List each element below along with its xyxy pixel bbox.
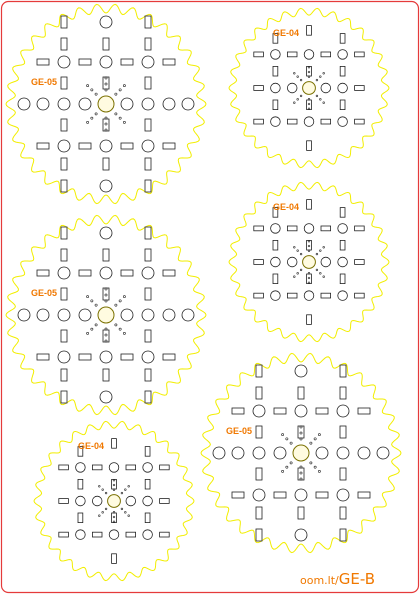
hole [295, 529, 307, 541]
slot-vertical [78, 479, 83, 489]
gear-label: GE-04 [273, 28, 300, 38]
slot-vertical [307, 141, 312, 151]
slot-horizontal [160, 532, 170, 537]
slot-vertical [256, 529, 262, 541]
hub-circle [293, 445, 309, 461]
slot-vertical [145, 369, 151, 381]
hub-circle [98, 307, 114, 323]
slot-vertical [61, 227, 67, 239]
hole [100, 140, 112, 152]
slot-vertical [340, 274, 345, 284]
slot-vertical [145, 227, 151, 239]
slot-vertical [145, 77, 151, 89]
hole [58, 140, 70, 152]
slot-vertical [273, 240, 278, 250]
hole [163, 98, 175, 110]
hole [76, 530, 86, 540]
hole [100, 227, 112, 239]
slot-horizontal [355, 52, 365, 57]
slot-vertical [340, 387, 346, 399]
hub-circle [303, 82, 316, 95]
slot-vertical [61, 158, 67, 170]
hole [142, 56, 154, 68]
slot-horizontal [274, 492, 286, 498]
slot-horizontal [358, 492, 370, 498]
slot-vertical [256, 507, 262, 519]
hole [271, 83, 281, 93]
slot-vertical [340, 66, 345, 76]
slot-vertical [145, 249, 151, 261]
hole [304, 291, 314, 301]
slot-vertical [298, 507, 304, 519]
slot-vertical [340, 240, 345, 250]
hole [182, 98, 194, 110]
gear-label: GE-04 [273, 202, 300, 212]
hole [76, 463, 86, 473]
slot-vertical [307, 315, 312, 325]
slot-vertical [340, 100, 345, 110]
slot-horizontal [287, 293, 297, 298]
hole [58, 309, 70, 321]
slot-horizontal [287, 52, 297, 57]
slot-vertical [145, 180, 151, 192]
slot-vertical [340, 365, 346, 377]
slot-horizontal [358, 408, 370, 414]
slot-vertical [256, 468, 262, 480]
gear-label: GE-04 [78, 441, 105, 451]
slot-vertical [273, 274, 278, 284]
slot-vertical [112, 554, 117, 564]
hole [58, 267, 70, 279]
slot-horizontal [121, 270, 133, 276]
slot-vertical [61, 391, 67, 403]
hole [338, 257, 348, 267]
slot-vertical [61, 369, 67, 381]
slot-vertical [61, 180, 67, 192]
footer-url-prefix: oom.lt/ [300, 574, 339, 587]
hole [143, 496, 153, 506]
slot-vertical [145, 513, 150, 523]
slot-vertical [340, 529, 346, 541]
slot-horizontal [321, 293, 331, 298]
slot-horizontal [160, 465, 170, 470]
slot-horizontal [232, 492, 244, 498]
hole [100, 391, 112, 403]
slot-vertical [145, 119, 151, 131]
hole [338, 224, 348, 234]
hole [109, 463, 119, 473]
gear-label: GE-05 [31, 288, 58, 298]
hole [76, 496, 86, 506]
hole [109, 530, 119, 540]
hole [100, 16, 112, 28]
slot-horizontal [254, 119, 264, 124]
hole [337, 489, 349, 501]
gear-label: GE-05 [226, 426, 253, 436]
slot-horizontal [121, 354, 133, 360]
hole [100, 180, 112, 192]
slot-vertical [103, 38, 109, 50]
slot-horizontal [59, 499, 69, 504]
slot-horizontal [37, 143, 49, 149]
hole [37, 98, 49, 110]
slot-vertical [61, 16, 67, 28]
slot-vertical [340, 208, 345, 218]
slot-vertical [61, 288, 67, 300]
hole [295, 365, 307, 377]
slot-horizontal [321, 119, 331, 124]
slot-vertical [256, 365, 262, 377]
slot-horizontal [126, 465, 136, 470]
hole [142, 351, 154, 363]
hole [18, 309, 30, 321]
slot-vertical [112, 439, 117, 449]
hole [58, 56, 70, 68]
slot-vertical [273, 66, 278, 76]
slot-vertical [61, 38, 67, 50]
hole [121, 98, 133, 110]
slot-vertical [78, 513, 83, 523]
hole [295, 489, 307, 501]
slot-vertical [145, 479, 150, 489]
slot-horizontal [321, 52, 331, 57]
hole [337, 447, 349, 459]
hole [143, 463, 153, 473]
slot-horizontal [355, 293, 365, 298]
slot-horizontal [254, 293, 264, 298]
hole [18, 98, 30, 110]
slot-horizontal [321, 226, 331, 231]
hole [253, 489, 265, 501]
slot-vertical [340, 426, 346, 438]
hub-circle [98, 96, 114, 112]
slot-vertical [103, 158, 109, 170]
hole [337, 405, 349, 417]
slot-vertical [61, 77, 67, 89]
hole [126, 496, 136, 506]
hole [121, 309, 133, 321]
slot-horizontal [287, 226, 297, 231]
hole [182, 309, 194, 321]
slot-vertical [103, 369, 109, 381]
slot-horizontal [274, 408, 286, 414]
slot-vertical [273, 100, 278, 110]
slot-horizontal [163, 59, 175, 65]
slot-vertical [340, 34, 345, 44]
hole [377, 447, 389, 459]
hole [274, 447, 286, 459]
slot-vertical [307, 26, 312, 36]
hub-circle [108, 495, 121, 508]
hole [142, 309, 154, 321]
slot-horizontal [316, 492, 328, 498]
slot-vertical [145, 391, 151, 403]
slot-vertical [61, 249, 67, 261]
hole [287, 257, 297, 267]
hole [304, 50, 314, 60]
hole [37, 309, 49, 321]
slot-horizontal [287, 119, 297, 124]
slot-horizontal [355, 119, 365, 124]
hole [316, 447, 328, 459]
slot-vertical [145, 38, 151, 50]
hole [321, 83, 331, 93]
slot-horizontal [316, 408, 328, 414]
slot-horizontal [37, 354, 49, 360]
hole [213, 447, 225, 459]
hole [163, 309, 175, 321]
slot-horizontal [254, 52, 264, 57]
slot-horizontal [79, 59, 91, 65]
hole [338, 291, 348, 301]
hole [321, 257, 331, 267]
slot-vertical [145, 288, 151, 300]
hole [58, 98, 70, 110]
hole [92, 496, 102, 506]
hole [253, 447, 265, 459]
slot-horizontal [79, 270, 91, 276]
slot-horizontal [355, 260, 365, 265]
slot-horizontal [163, 270, 175, 276]
hole [100, 56, 112, 68]
hole [358, 447, 370, 459]
slot-horizontal [163, 143, 175, 149]
slot-vertical [298, 387, 304, 399]
slot-vertical [307, 200, 312, 210]
gear-label: GE-05 [31, 77, 58, 87]
slot-horizontal [92, 532, 102, 537]
slot-horizontal [254, 260, 264, 265]
slot-horizontal [163, 354, 175, 360]
slot-vertical [103, 249, 109, 261]
hole [100, 267, 112, 279]
hole [287, 83, 297, 93]
hole [79, 98, 91, 110]
slot-vertical [256, 426, 262, 438]
slot-horizontal [79, 354, 91, 360]
hole [58, 351, 70, 363]
hole [271, 291, 281, 301]
hole [271, 224, 281, 234]
slot-vertical [256, 387, 262, 399]
slot-horizontal [121, 59, 133, 65]
slot-vertical [145, 16, 151, 28]
slot-horizontal [37, 270, 49, 276]
hole [142, 267, 154, 279]
hole [100, 351, 112, 363]
slot-vertical [340, 468, 346, 480]
slot-vertical [61, 330, 67, 342]
slot-horizontal [79, 143, 91, 149]
footer-sheet-code: GE-B [338, 570, 376, 588]
slot-horizontal [59, 465, 69, 470]
hole [271, 117, 281, 127]
slot-horizontal [355, 86, 365, 91]
slot-horizontal [232, 408, 244, 414]
slot-horizontal [126, 532, 136, 537]
slot-horizontal [59, 532, 69, 537]
slot-horizontal [92, 465, 102, 470]
hole [271, 50, 281, 60]
hole [338, 117, 348, 127]
hole [338, 50, 348, 60]
slot-vertical [340, 507, 346, 519]
slot-vertical [145, 158, 151, 170]
hole [79, 309, 91, 321]
slot-horizontal [160, 499, 170, 504]
slot-horizontal [355, 226, 365, 231]
slot-vertical [61, 119, 67, 131]
hole [142, 98, 154, 110]
hole [295, 405, 307, 417]
hole [304, 224, 314, 234]
slot-horizontal [254, 226, 264, 231]
slot-vertical [145, 330, 151, 342]
slot-vertical [145, 447, 150, 457]
hole [232, 447, 244, 459]
hole [338, 83, 348, 93]
slot-horizontal [37, 59, 49, 65]
slot-horizontal [121, 143, 133, 149]
hole [271, 257, 281, 267]
hole [253, 405, 265, 417]
hub-circle [303, 256, 316, 269]
hole [304, 117, 314, 127]
hole [143, 530, 153, 540]
hole [142, 140, 154, 152]
slot-horizontal [254, 86, 264, 91]
